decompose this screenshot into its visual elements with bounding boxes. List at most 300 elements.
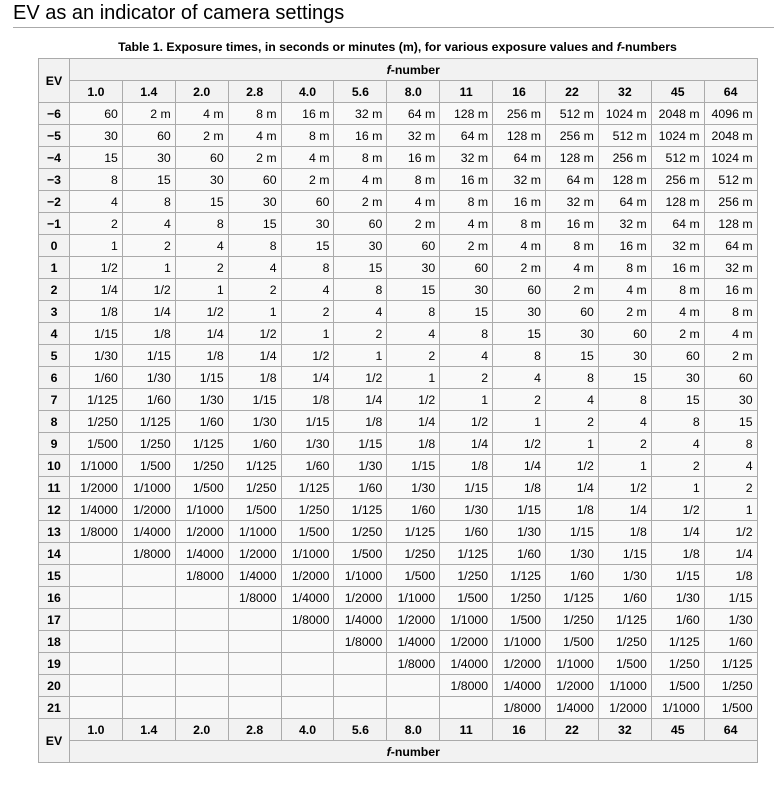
ev-row-header: 3 xyxy=(39,301,70,323)
exposure-cell: 1/30 xyxy=(175,389,228,411)
table-row xyxy=(39,345,758,367)
ev-row-header: 9 xyxy=(39,433,70,455)
exposure-cell: 1/1000 xyxy=(387,587,440,609)
exposure-cell: 128 m xyxy=(493,125,546,147)
exposure-cell: 1/250 xyxy=(228,477,281,499)
fnumber-col-header: 2.8 xyxy=(228,81,281,103)
ev-row-header: −4 xyxy=(39,147,70,169)
exposure-cell: 32 m xyxy=(598,213,651,235)
exposure-cell: 8 m xyxy=(440,191,493,213)
exposure-cell: 8 m xyxy=(228,103,281,125)
exposure-cell: 1/250 xyxy=(281,499,334,521)
exposure-cell: 1/8 xyxy=(122,323,175,345)
exposure-cell: 30 xyxy=(281,213,334,235)
exposure-cell: 1024 m xyxy=(598,103,651,125)
fnumber-col-header: 4.0 xyxy=(281,81,334,103)
ev-row-header: 21 xyxy=(39,697,70,719)
exposure-cell: 15 xyxy=(334,257,387,279)
exposure-cell: 64 m xyxy=(440,125,493,147)
exposure-cell: 1 xyxy=(175,279,228,301)
exposure-cell: 1/2 xyxy=(334,367,387,389)
exposure-cell: 1/8 xyxy=(651,543,704,565)
exposure-cell xyxy=(175,587,228,609)
exposure-cell: 1/15 xyxy=(704,587,757,609)
exposure-cell: 32 m xyxy=(387,125,440,147)
exposure-cell: 15 xyxy=(493,323,546,345)
exposure-cell: 256 m xyxy=(704,191,757,213)
exposure-cell: 1/2000 xyxy=(387,609,440,631)
exposure-cell: 1/2 xyxy=(70,257,123,279)
exposure-cell: 1/2 xyxy=(546,455,599,477)
table-row xyxy=(39,301,758,323)
exposure-cell: 1/250 xyxy=(387,543,440,565)
exposure-cell: 4 xyxy=(281,279,334,301)
ev-row-header: 7 xyxy=(39,389,70,411)
exposure-cell: 1 xyxy=(546,433,599,455)
exposure-cell: 1/15 xyxy=(598,543,651,565)
fnumber-col-header: 11 xyxy=(440,81,493,103)
fnumber-col-header: 22 xyxy=(546,81,599,103)
exposure-cell: 1/60 xyxy=(70,367,123,389)
exposure-cell: 1/250 xyxy=(122,433,175,455)
exposure-cell: 60 xyxy=(651,345,704,367)
exposure-cell: 15 xyxy=(228,213,281,235)
exposure-cell: 1/4000 xyxy=(387,631,440,653)
exposure-cell: 1/15 xyxy=(651,565,704,587)
exposure-cell: 1/8 xyxy=(546,499,599,521)
exposure-cell: 1/15 xyxy=(387,455,440,477)
exposure-cell: 1/2 xyxy=(228,323,281,345)
exposure-cell: 1/2000 xyxy=(493,653,546,675)
exposure-cell: 1/125 xyxy=(651,631,704,653)
exposure-cell: 1/4 xyxy=(440,433,493,455)
exposure-cell: 16 m xyxy=(546,213,599,235)
fnumber-suffix: -number xyxy=(390,62,440,77)
exposure-cell: 1/60 xyxy=(387,499,440,521)
exposure-cell: 2 m xyxy=(122,103,175,125)
exposure-cell: 64 m xyxy=(704,235,757,257)
table-row xyxy=(39,279,758,301)
fnumber-col-header: 5.6 xyxy=(334,719,387,741)
exposure-cell: 1 xyxy=(228,301,281,323)
exposure-cell: 1/1000 xyxy=(281,543,334,565)
exposure-cell: 256 m xyxy=(546,125,599,147)
exposure-cell xyxy=(334,653,387,675)
exposure-cell: 60 xyxy=(175,147,228,169)
exposure-cell: 32 m xyxy=(704,257,757,279)
exposure-cell: 1/500 xyxy=(387,565,440,587)
table-row xyxy=(39,169,758,191)
caption-f: f xyxy=(616,40,621,54)
table-row xyxy=(39,697,758,719)
ev-row-header: 10 xyxy=(39,455,70,477)
exposure-cell: 128 m xyxy=(651,191,704,213)
exposure-cell: 512 m xyxy=(651,147,704,169)
exposure-cell: 8 xyxy=(228,235,281,257)
exposure-cell: 64 m xyxy=(387,103,440,125)
exposure-cell: 15 xyxy=(70,147,123,169)
exposure-cell: 2 m xyxy=(334,191,387,213)
exposure-cell: 1/8 xyxy=(440,455,493,477)
exposure-cell: 1/4 xyxy=(651,521,704,543)
exposure-cell: 60 xyxy=(281,191,334,213)
exposure-cell: 4 m xyxy=(440,213,493,235)
exposure-cell: 1/4 xyxy=(493,455,546,477)
exposure-cell: 1/15 xyxy=(546,521,599,543)
fnumber-col-header: 64 xyxy=(704,81,757,103)
exposure-cell: 16 m xyxy=(493,191,546,213)
exposure-cell: 16 m xyxy=(387,147,440,169)
exposure-cell: 2 m xyxy=(175,125,228,147)
exposure-cell: 4 xyxy=(70,191,123,213)
exposure-cell: 1/30 xyxy=(704,609,757,631)
exposure-cell: 1/15 xyxy=(70,323,123,345)
exposure-cell: 1/2 xyxy=(651,499,704,521)
exposure-cell: 1/4 xyxy=(598,499,651,521)
exposure-cell: 512 m xyxy=(598,125,651,147)
exposure-cell xyxy=(70,609,123,631)
exposure-cell: 16 m xyxy=(651,257,704,279)
exposure-cell: 1/2 xyxy=(122,279,175,301)
exposure-cell: 1/30 xyxy=(440,499,493,521)
exposure-cell: 4 xyxy=(387,323,440,345)
table-row xyxy=(39,213,758,235)
exposure-cell: 1/4 xyxy=(387,411,440,433)
exposure-cell: 1/125 xyxy=(704,653,757,675)
exposure-cell: 1/500 xyxy=(122,455,175,477)
exposure-cell xyxy=(281,653,334,675)
exposure-cell xyxy=(122,675,175,697)
exposure-cell xyxy=(122,653,175,675)
exposure-cell: 4 m xyxy=(281,147,334,169)
exposure-cell: 128 m xyxy=(704,213,757,235)
table-row xyxy=(39,411,758,433)
exposure-cell: 1/500 xyxy=(281,521,334,543)
exposure-cell: 2 m xyxy=(598,301,651,323)
exposure-cell: 1/4000 xyxy=(493,675,546,697)
exposure-cell: 15 xyxy=(281,235,334,257)
fnumber-header xyxy=(70,59,758,81)
ev-row-header: −1 xyxy=(39,213,70,235)
table-row xyxy=(39,499,758,521)
exposure-cell xyxy=(175,609,228,631)
exposure-cell: 1/250 xyxy=(334,521,387,543)
ev-row-header: 15 xyxy=(39,565,70,587)
exposure-cell: 2 xyxy=(387,345,440,367)
exposure-cell: 64 m xyxy=(546,169,599,191)
exposure-cell: 30 xyxy=(387,257,440,279)
exposure-cell: 1 xyxy=(70,235,123,257)
exposure-cell: 1/60 xyxy=(651,609,704,631)
exposure-cell: 8 xyxy=(493,345,546,367)
exposure-cell: 4 xyxy=(175,235,228,257)
exposure-cell: 8 xyxy=(546,367,599,389)
exposure-cell: 1 xyxy=(387,367,440,389)
exposure-cell: 60 xyxy=(704,367,757,389)
table-row xyxy=(39,323,758,345)
exposure-cell: 1/8000 xyxy=(175,565,228,587)
exposure-cell: 8 m xyxy=(334,147,387,169)
exposure-cell: 15 xyxy=(546,345,599,367)
exposure-cell: 1/30 xyxy=(228,411,281,433)
exposure-cell: 4 xyxy=(651,433,704,455)
exposure-cell: 1 xyxy=(122,257,175,279)
exposure-cell: 1/60 xyxy=(228,433,281,455)
exposure-cell: 4096 m xyxy=(704,103,757,125)
exposure-cell: 16 m xyxy=(440,169,493,191)
exposure-cell: 1/4000 xyxy=(228,565,281,587)
exposure-cell: 60 xyxy=(493,279,546,301)
exposure-cell: 1/500 xyxy=(651,675,704,697)
ev-row-header: 6 xyxy=(39,367,70,389)
exposure-cell: 1/2000 xyxy=(175,521,228,543)
exposure-cell: 256 m xyxy=(493,103,546,125)
ev-header: EV xyxy=(39,59,70,103)
exposure-cell: 1 xyxy=(598,455,651,477)
exposure-cell: 128 m xyxy=(440,103,493,125)
exposure-cell: 4 xyxy=(598,411,651,433)
exposure-cell: 1/500 xyxy=(334,543,387,565)
table-row xyxy=(39,565,758,587)
exposure-cell: 2 xyxy=(334,323,387,345)
exposure-cell: 256 m xyxy=(651,169,704,191)
exposure-cell: 64 m xyxy=(598,191,651,213)
exposure-cell: 1/500 xyxy=(228,499,281,521)
fnumber-col-header: 32 xyxy=(598,81,651,103)
exposure-cell xyxy=(70,565,123,587)
exposure-cell: 1/2000 xyxy=(334,587,387,609)
exposure-cell: 1/15 xyxy=(228,389,281,411)
ev-row-header: 20 xyxy=(39,675,70,697)
exposure-cell: 2 m xyxy=(387,213,440,235)
fnumber-row-bottom xyxy=(39,719,758,741)
exposure-cell: 1/4000 xyxy=(281,587,334,609)
exposure-cell: 1/2 xyxy=(704,521,757,543)
exposure-cell: 60 xyxy=(122,125,175,147)
ev-row-header: −3 xyxy=(39,169,70,191)
exposure-cell: 1/125 xyxy=(228,455,281,477)
exposure-cell: 1/30 xyxy=(493,521,546,543)
exposure-cell: 8 m xyxy=(651,279,704,301)
exposure-cell xyxy=(281,675,334,697)
exposure-cell: 32 m xyxy=(334,103,387,125)
exposure-cell xyxy=(122,631,175,653)
exposure-cell: 60 xyxy=(70,103,123,125)
exposure-cell xyxy=(122,609,175,631)
exposure-cell: 2 m xyxy=(704,345,757,367)
exposure-cell: 1/4 xyxy=(228,345,281,367)
exposure-cell: 2 xyxy=(175,257,228,279)
exposure-cell: 2 m xyxy=(228,147,281,169)
exposure-cell: 1/500 xyxy=(493,609,546,631)
exposure-cell: 1/2000 xyxy=(122,499,175,521)
exposure-cell: 15 xyxy=(175,191,228,213)
exposure-cell: 16 m xyxy=(704,279,757,301)
exposure-cell xyxy=(387,675,440,697)
exposure-cell: 1/125 xyxy=(493,565,546,587)
ev-row-header: 13 xyxy=(39,521,70,543)
exposure-cell: 2 m xyxy=(493,257,546,279)
exposure-cell: 4 m xyxy=(651,301,704,323)
exposure-cell: 8 xyxy=(334,279,387,301)
exposure-cell: 1/1000 xyxy=(651,697,704,719)
exposure-cell: 2 xyxy=(704,477,757,499)
exposure-cell: 1/8 xyxy=(334,411,387,433)
exposure-cell: 1/1000 xyxy=(440,609,493,631)
exposure-cell: 8 xyxy=(281,257,334,279)
exposure-cell: 30 xyxy=(70,125,123,147)
ev-row-header: 16 xyxy=(39,587,70,609)
fnumber-col-header: 2.8 xyxy=(228,719,281,741)
exposure-cell: 60 xyxy=(598,323,651,345)
exposure-cell: 8 xyxy=(598,389,651,411)
ev-row-header: 5 xyxy=(39,345,70,367)
table-row xyxy=(39,125,758,147)
ev-row-header: 11 xyxy=(39,477,70,499)
exposure-cell: 1/4 xyxy=(122,301,175,323)
exposure-cell: 1/500 xyxy=(546,631,599,653)
exposure-cell xyxy=(440,697,493,719)
exposure-cell: 15 xyxy=(704,411,757,433)
table-caption xyxy=(38,40,757,54)
fnumber-col-header: 16 xyxy=(493,719,546,741)
exposure-cell: 4 xyxy=(704,455,757,477)
exposure-cell: 2 m xyxy=(651,323,704,345)
exposure-cell xyxy=(281,631,334,653)
exposure-cell: 1/500 xyxy=(440,587,493,609)
exposure-cell: 2048 m xyxy=(651,103,704,125)
exposure-cell xyxy=(175,697,228,719)
exposure-cell: 1/500 xyxy=(175,477,228,499)
exposure-cell: 1 xyxy=(651,477,704,499)
exposure-cell: 1/15 xyxy=(281,411,334,433)
ev-row-header: 14 xyxy=(39,543,70,565)
exposure-cell: 1/30 xyxy=(122,367,175,389)
exposure-cell: 1/250 xyxy=(493,587,546,609)
exposure-cell: 8 xyxy=(387,301,440,323)
exposure-cell: 1/30 xyxy=(70,345,123,367)
exposure-cell: 2 xyxy=(281,301,334,323)
ev-row-header: −6 xyxy=(39,103,70,125)
title-divider xyxy=(13,27,774,28)
exposure-cell: 30 xyxy=(228,191,281,213)
exposure-cell: 4 xyxy=(228,257,281,279)
exposure-cell: 8 m xyxy=(281,125,334,147)
exposure-cell: 2 xyxy=(440,367,493,389)
table-row xyxy=(39,367,758,389)
exposure-cell: 1/8 xyxy=(175,345,228,367)
exposure-cell: 16 m xyxy=(281,103,334,125)
exposure-cell: 1/8 xyxy=(598,521,651,543)
exposure-cell: 1/4 xyxy=(546,477,599,499)
exposure-cell: 1/60 xyxy=(334,477,387,499)
ev-row-header: 2 xyxy=(39,279,70,301)
ev-row-header: 17 xyxy=(39,609,70,631)
exposure-cell xyxy=(228,697,281,719)
exposure-cell: 8 xyxy=(175,213,228,235)
fnumber-col-header: 2.0 xyxy=(175,719,228,741)
exposure-cell: 1/125 xyxy=(598,609,651,631)
exposure-cell: 4 xyxy=(334,301,387,323)
exposure-cell: 2 xyxy=(228,279,281,301)
exposure-cell: 1/4000 xyxy=(440,653,493,675)
fnumber-col-header: 2.0 xyxy=(175,81,228,103)
fnumber-col-header: 45 xyxy=(651,719,704,741)
exposure-cell: 256 m xyxy=(598,147,651,169)
ev-row-header: 8 xyxy=(39,411,70,433)
exposure-cell: 1024 m xyxy=(651,125,704,147)
exposure-cell: 1/4000 xyxy=(175,543,228,565)
exposure-cell: 1/8 xyxy=(704,565,757,587)
exposure-cell: 4 xyxy=(493,367,546,389)
exposure-cell: 1/2000 xyxy=(440,631,493,653)
exposure-cell: 2 m xyxy=(281,169,334,191)
exposure-cell xyxy=(70,675,123,697)
exposure-cell: 128 m xyxy=(598,169,651,191)
exposure-cell xyxy=(175,653,228,675)
exposure-cell: 1 xyxy=(493,411,546,433)
exposure-cell: 30 xyxy=(651,367,704,389)
exposure-cell: 1/2000 xyxy=(281,565,334,587)
exposure-cell: 1/2 xyxy=(175,301,228,323)
fnumber-col-header: 16 xyxy=(493,81,546,103)
exposure-cell: 4 xyxy=(440,345,493,367)
exposure-cell: 1/8000 xyxy=(122,543,175,565)
table-row xyxy=(39,653,758,675)
caption-prefix: Table 1. Exposure times, in seconds or minutes (m), for various exposure values and xyxy=(118,40,617,54)
exposure-cell xyxy=(334,675,387,697)
exposure-cell: 1/125 xyxy=(546,587,599,609)
exposure-cell: 1/4000 xyxy=(546,697,599,719)
table-body xyxy=(39,103,758,719)
exposure-cell: 30 xyxy=(334,235,387,257)
table-row xyxy=(39,103,758,125)
exposure-cell: 1/60 xyxy=(175,411,228,433)
exposure-cell: 15 xyxy=(440,301,493,323)
fnumber-col-header: 64 xyxy=(704,719,757,741)
exposure-cell: 16 m xyxy=(598,235,651,257)
exposure-cell: 8 m xyxy=(598,257,651,279)
exposure-cell: 1/60 xyxy=(546,565,599,587)
fnumber-col-header: 11 xyxy=(440,719,493,741)
table-row xyxy=(39,147,758,169)
exposure-cell: 1/8 xyxy=(493,477,546,499)
exposure-cell: 1/2000 xyxy=(228,543,281,565)
exposure-cell: 30 xyxy=(598,345,651,367)
exposure-cell: 60 xyxy=(440,257,493,279)
exposure-cell: 1/125 xyxy=(175,433,228,455)
exposure-cell: 1 xyxy=(440,389,493,411)
exposure-cell: 1 xyxy=(281,323,334,345)
exposure-cell: 1/250 xyxy=(175,455,228,477)
exposure-cell: 1/15 xyxy=(440,477,493,499)
ev-row-header: 0 xyxy=(39,235,70,257)
exposure-cell: 4 m xyxy=(493,235,546,257)
exposure-cell: 1/8 xyxy=(228,367,281,389)
exposure-cell: 1/8000 xyxy=(281,609,334,631)
exposure-cell: 8 xyxy=(70,169,123,191)
exposure-cell: 15 xyxy=(598,367,651,389)
exposure-cell: 1/4000 xyxy=(70,499,123,521)
exposure-cell: 2 xyxy=(70,213,123,235)
exposure-cell xyxy=(70,697,123,719)
exposure-cell: 1/125 xyxy=(334,499,387,521)
fnumber-row-top xyxy=(39,81,758,103)
exposure-cell: 32 m xyxy=(493,169,546,191)
exposure-cell: 1/2 xyxy=(281,345,334,367)
exposure-cell xyxy=(122,587,175,609)
exposure-cell: 4 m xyxy=(704,323,757,345)
